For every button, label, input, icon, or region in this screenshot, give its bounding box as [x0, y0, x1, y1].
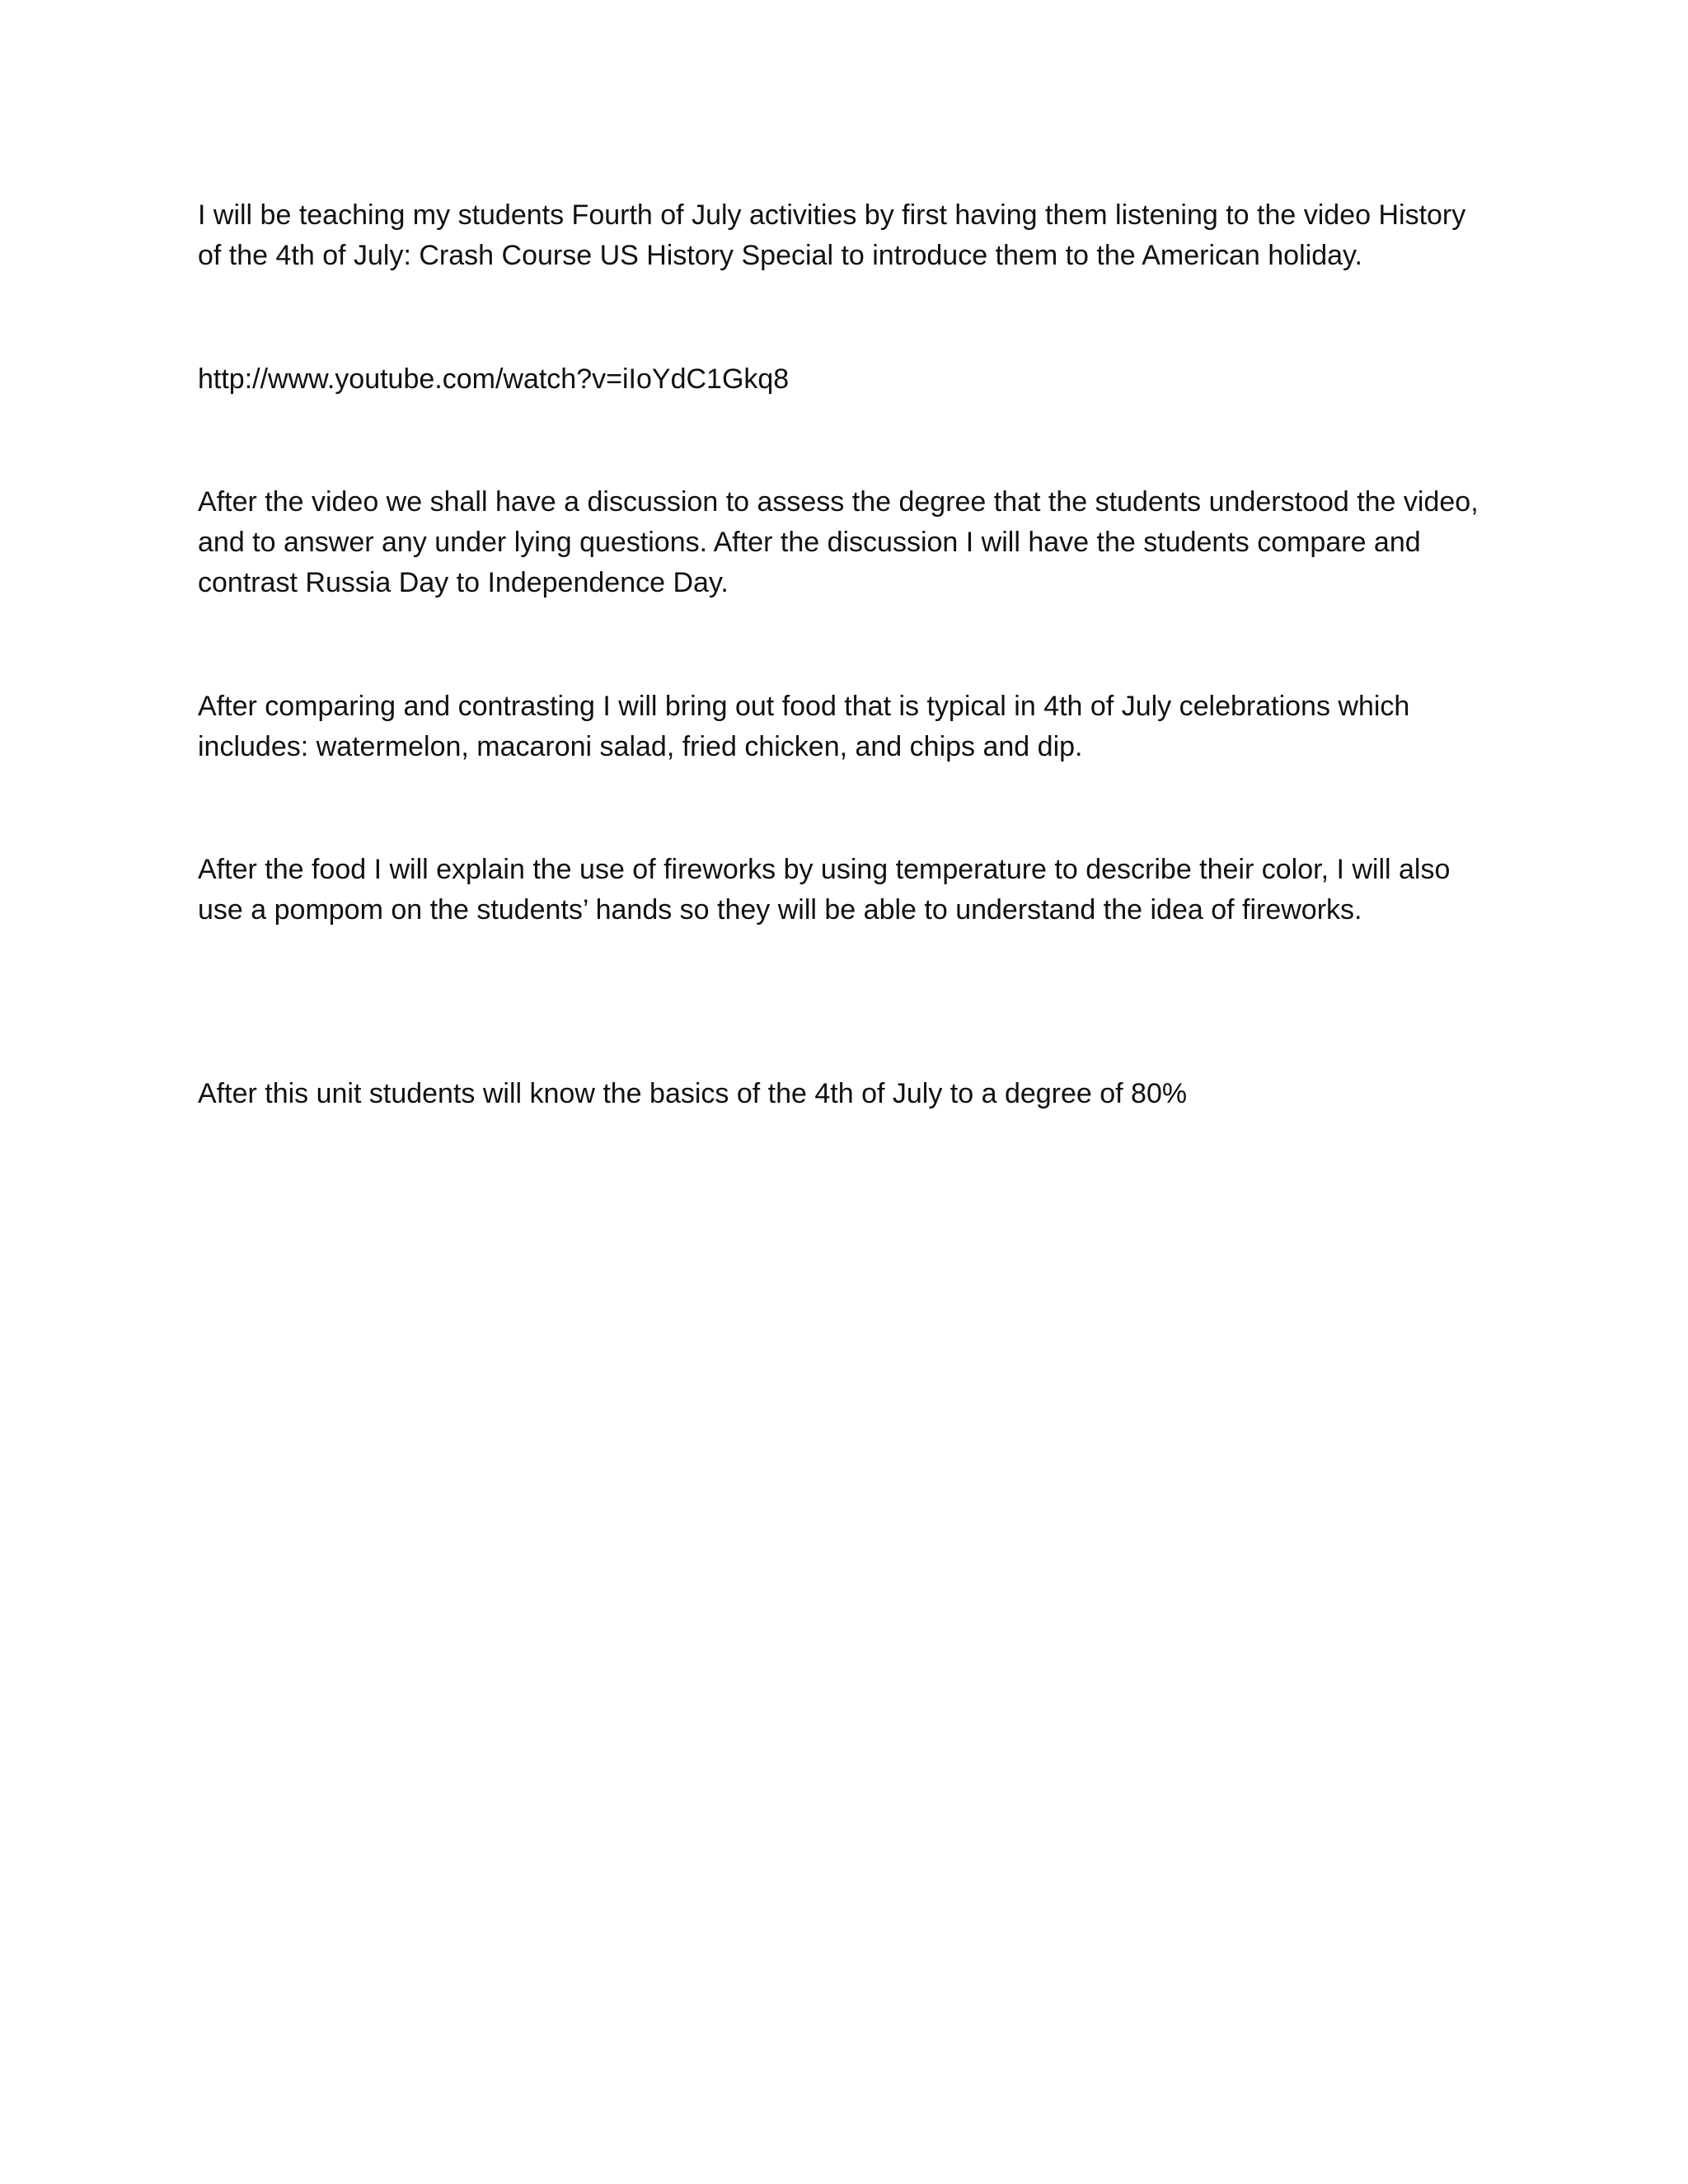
paragraph-intro: I will be teaching my students Fourth of July activities by first having them listening to the video History of the 4th of July: Crash Course US History Special to introduce them to the American holiday. [198, 199, 1466, 271]
paragraph-food: After comparing and contrasting I will bring out food that is typical in 4th of July celebrations which includes: watermelon, macaroni salad, fried chicken, and chips and dip. [198, 691, 1410, 762]
video-url: http://www.youtube.com/watch?v=iIoYdC1Gkq8 [198, 363, 790, 395]
paragraph-discussion: After the video we shall have a discussion to assess the degree that the students understood the video, and to answer any under lying questions. After the discussion I will have the students compare and contrast Russia Day to Independence Day. [198, 486, 1479, 598]
paragraph-outcome: After this unit students will know the basics of the 4th of July to a degree of 80% [198, 1078, 1188, 1109]
paragraph-fireworks: After the food I will explain the use of fireworks by using temperature to describe their color, I will also use a pompom on the students’ hands so they will be able to understand the idea of fireworks. [198, 854, 1451, 926]
